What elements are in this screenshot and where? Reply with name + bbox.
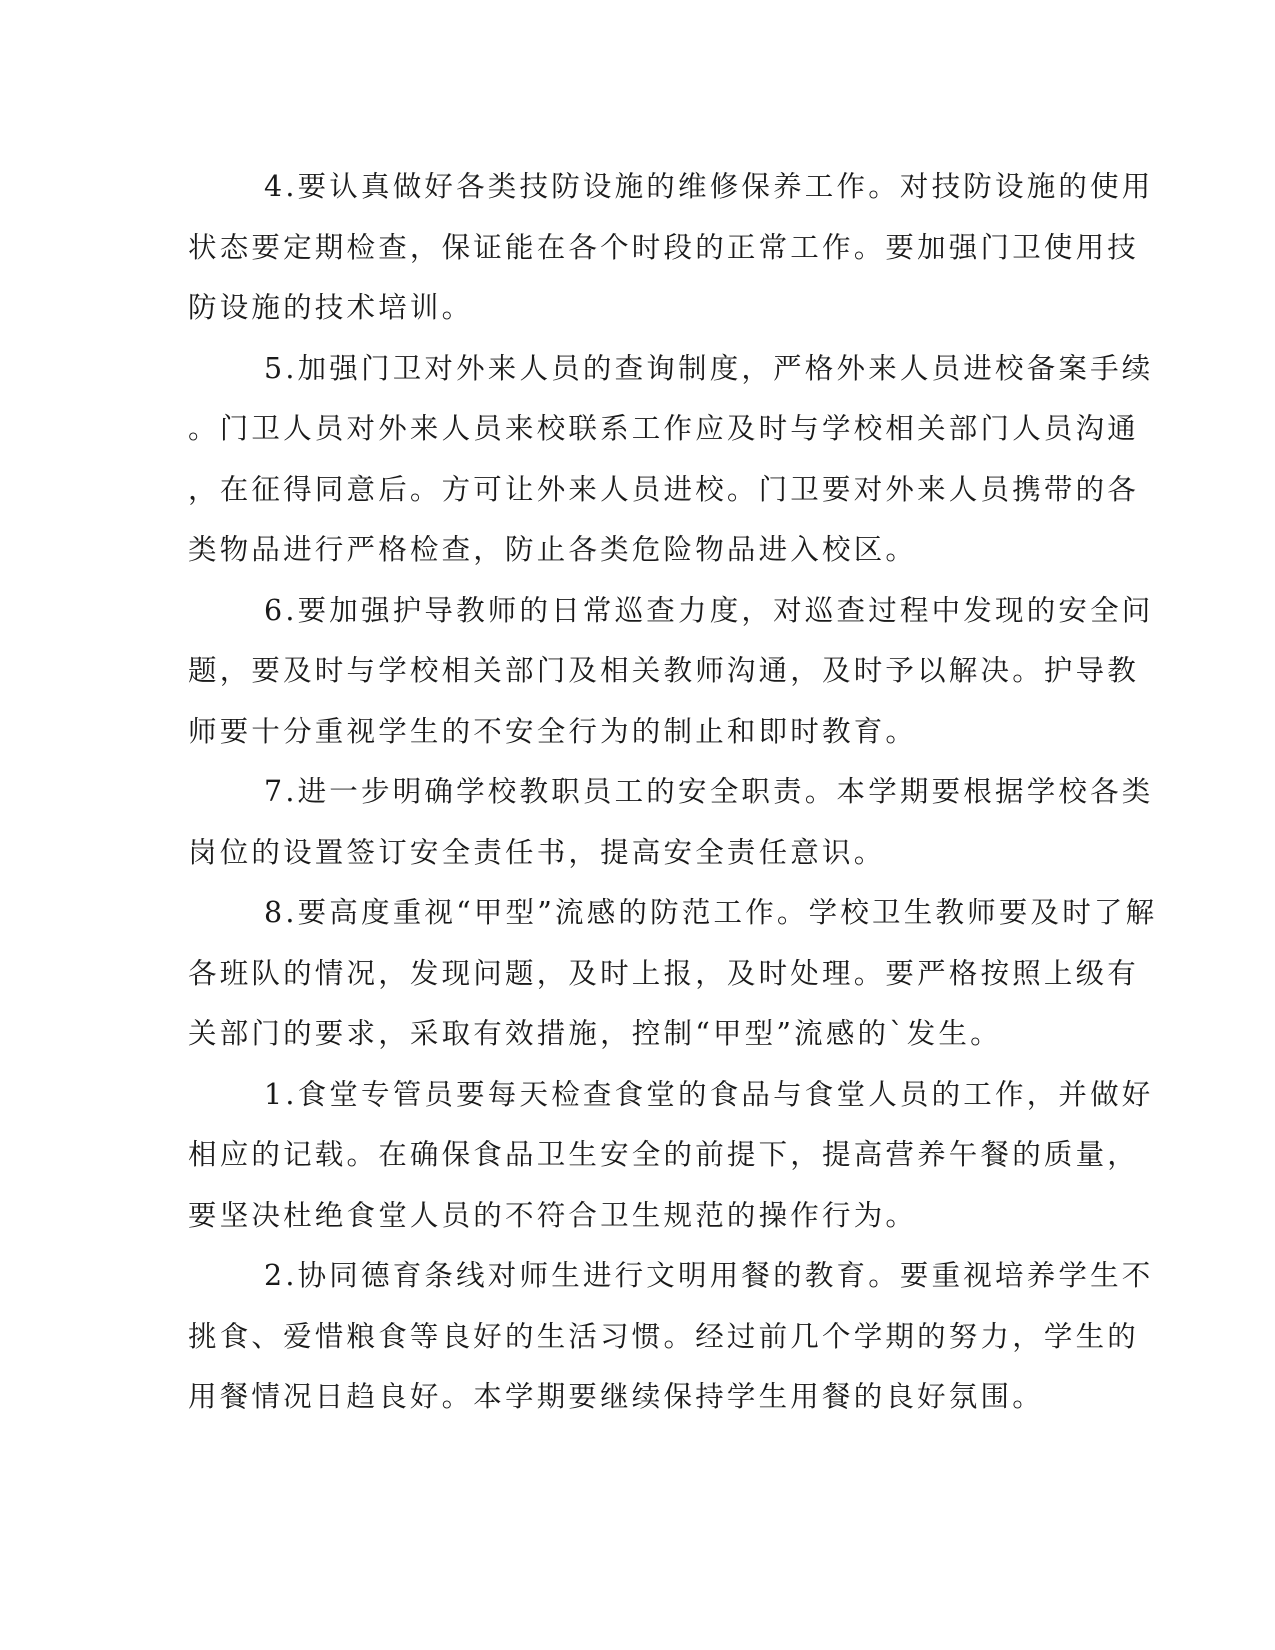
text-line: 各班队的情况，发现问题，及时上报，及时处理。要严格按照上级有: [188, 956, 1140, 990]
text-line: 4.要认真做好各类技防设施的维修保养工作。对技防设施的使用: [264, 170, 1154, 203]
text-line: 相应的记载。在确保食品卫生安全的前提下，提高营养午餐的质量，: [188, 1138, 1140, 1171]
paragraph-item-5: [188, 339, 1154, 581]
document-body: [188, 157, 1158, 1428]
text-line: ，在征得同意后。方可让外来人员进校。门卫要对外来人员携带的各: [188, 472, 1140, 506]
paragraph-item-4: [188, 157, 1154, 339]
text-line: 状态要定期检查，保证能在各个时段的正常工作。要加强门卫使用技: [188, 230, 1140, 264]
paragraph-item-7: [188, 762, 1154, 883]
text-line: 防设施的技术培训。: [188, 291, 474, 324]
text-line: 5.加强门卫对外来人员的查询制度，严格外来人员进校备案手续: [264, 351, 1154, 385]
text-line: 1.食堂专管员要每天检查食堂的食品与食堂人员的工作，并做好: [264, 1077, 1154, 1111]
text-line: 岗位的设置签订安全责任书，提高安全责任意识。: [188, 835, 886, 869]
text-line: 6.要加强护导教师的日常巡查力度，对巡查过程中发现的安全问: [264, 593, 1154, 627]
text-line: 要坚决杜绝食堂人员的不符合卫生规范的操作行为。: [188, 1198, 918, 1232]
paragraph-canteen-1: [188, 1065, 1154, 1247]
paragraph-item-6: [188, 581, 1154, 763]
paragraph-canteen-2: [188, 1246, 1154, 1428]
text-line: 师要十分重视学生的不安全行为的制止和即时教育。: [188, 714, 918, 748]
paragraph-item-8: [188, 883, 1158, 1065]
text-line: 8.要高度重视“甲型”流感的防范工作。学校卫生教师要及时了解: [264, 896, 1158, 929]
text-line: 用餐情况日趋良好。本学期要继续保持学生用餐的良好氛围。: [188, 1380, 1044, 1413]
text-line: 7.进一步明确学校教职员工的安全职责。本学期要根据学校各类: [264, 775, 1154, 808]
text-line: 题，要及时与学校相关部门及相关教师沟通，及时予以解决。护导教: [188, 654, 1140, 687]
text-line: 2.协同德育条线对师生进行文明用餐的教育。要重视培养学生不: [264, 1259, 1154, 1292]
text-line: 挑食、爱惜粮食等良好的生活习惯。经过前几个学期的努力，学生的: [188, 1319, 1140, 1353]
text-line: 类物品进行严格检查，防止各类危险物品进入校区。: [188, 533, 918, 566]
text-line: 。门卫人员对外来人员来校联系工作应及时与学校相关部门人员沟通: [188, 412, 1140, 445]
text-line: 关部门的要求，采取有效措施，控制“甲型”流感的`发生。: [188, 1017, 1002, 1050]
